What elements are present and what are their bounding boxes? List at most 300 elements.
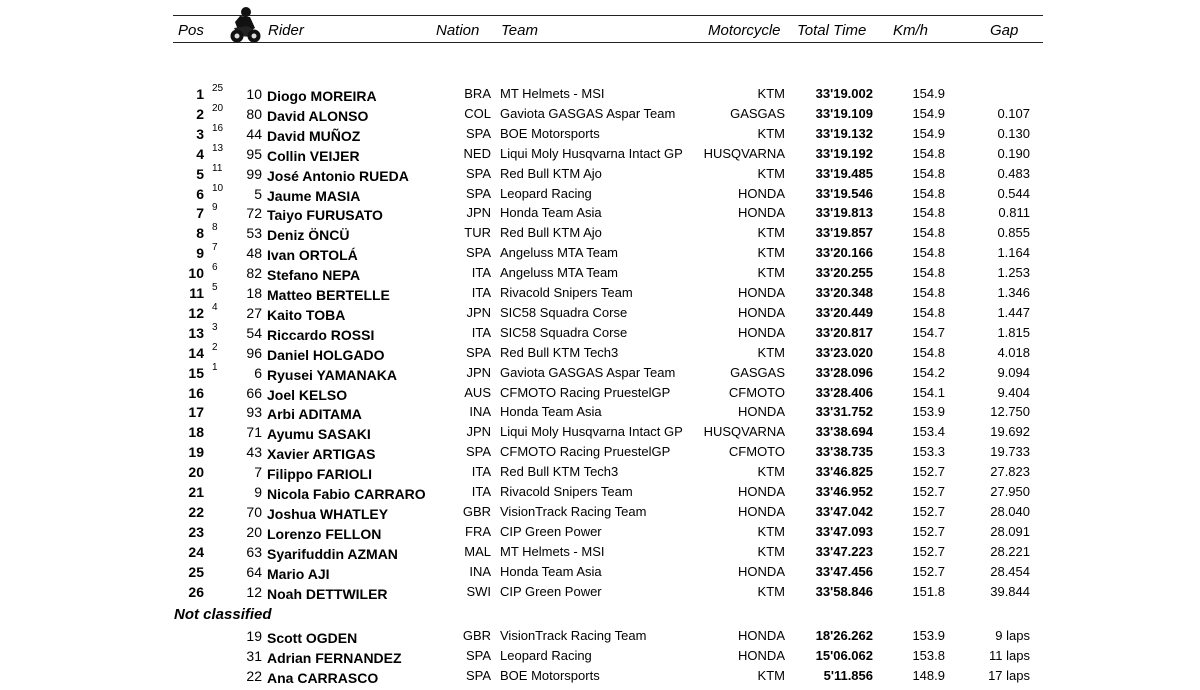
position: 22: [188, 503, 204, 520]
rider-name: Jaume MASIA: [267, 187, 361, 204]
motorcycle: HUSQVARNA: [703, 424, 785, 440]
average-speed: 152.7: [912, 464, 945, 480]
average-speed: 154.9: [912, 105, 945, 121]
nation: SPA: [465, 668, 491, 683]
total-time: 33'38.735: [815, 444, 873, 460]
header-total-time: Total Time: [797, 22, 867, 39]
motorcycle: HONDA: [738, 648, 785, 663]
grid-position: 9: [212, 202, 218, 214]
position: 10: [188, 265, 204, 282]
team-name: BOE Motorsports: [500, 668, 600, 683]
average-speed: 151.8: [912, 583, 945, 599]
motorcycle: HONDA: [738, 484, 785, 499]
nation: SPA: [465, 165, 491, 181]
motorcycle: KTM: [757, 668, 785, 683]
result-row: [0, 582, 1200, 602]
gap: 9.094: [997, 364, 1030, 380]
average-speed: 154.9: [912, 86, 945, 101]
team-name: SIC58 Squadra Corse: [500, 304, 628, 320]
rider-name: Kaito TOBA: [267, 306, 346, 323]
header-top-rule: [173, 15, 1043, 16]
position: 8: [196, 225, 204, 242]
team-name: Red Bull KTM Tech3: [500, 344, 619, 360]
motorcycle: HONDA: [738, 324, 785, 340]
total-time: 33'47.093: [815, 523, 873, 539]
total-time: 33'19.546: [815, 185, 873, 201]
team-name: Angeluss MTA Team: [500, 265, 619, 281]
rider-name: Noah DETTWILER: [267, 585, 388, 602]
team-name: Angeluss MTA Team: [500, 245, 619, 261]
rider-name: Daniel HOLGADO: [267, 346, 385, 363]
result-row: [0, 363, 1200, 383]
total-time: 33'38.694: [815, 424, 873, 440]
average-speed: 148.9: [912, 668, 945, 683]
nation: SPA: [465, 344, 491, 360]
average-speed: 154.1: [912, 384, 945, 400]
header-rider: Rider: [268, 22, 304, 39]
nation: ITA: [471, 484, 491, 499]
total-time: 33'47.042: [815, 503, 873, 519]
nation: GBR: [462, 503, 491, 519]
result-row: [0, 402, 1200, 422]
rider-number: 7: [254, 464, 262, 481]
total-time: 15'06.062: [815, 648, 873, 663]
rider-number: 54: [246, 324, 262, 341]
rider-name: Ivan ORTOLÁ: [267, 247, 358, 264]
result-row: [0, 144, 1200, 164]
position: 26: [188, 583, 204, 600]
gap: 19.692: [990, 424, 1030, 440]
position: 1: [196, 86, 204, 102]
grid-position: 3: [212, 321, 218, 333]
grid-position: 11: [212, 162, 223, 174]
rider-number: 9: [254, 484, 262, 500]
average-speed: 152.7: [912, 563, 945, 579]
rider-name: Arbi ADITAMA: [267, 406, 362, 423]
total-time: 33'46.825: [815, 464, 873, 480]
rider-name: Syarifuddin AZMAN: [267, 545, 398, 562]
nation: SPA: [465, 444, 491, 460]
gap: 1.815: [997, 324, 1030, 340]
nation: SPA: [465, 245, 491, 261]
total-time: 33'46.952: [815, 484, 873, 499]
average-speed: 152.7: [912, 543, 945, 559]
nation: GBR: [462, 628, 491, 643]
rider-name: David MUÑOZ: [267, 127, 361, 144]
average-speed: 154.8: [912, 225, 945, 241]
total-time: 33'20.166: [815, 245, 873, 261]
motorcycle: KTM: [757, 86, 785, 101]
rider-number: 95: [246, 145, 262, 162]
position: 7: [196, 205, 204, 222]
rider-name: Joshua WHATLEY: [267, 505, 389, 522]
team-name: Honda Team Asia: [500, 404, 602, 420]
rider-number: 64: [246, 563, 262, 580]
header-pos: Pos: [178, 22, 204, 39]
nation: FRA: [465, 523, 491, 539]
total-time: 33'28.096: [815, 364, 873, 380]
team-name: Rivacold Snipers Team: [500, 285, 633, 300]
team-name: VisionTrack Racing Team: [500, 628, 647, 643]
header-bottom-rule: [173, 42, 1043, 43]
average-speed: 154.2: [912, 364, 945, 380]
result-row: [0, 462, 1200, 482]
rider-number: 93: [246, 404, 262, 421]
rider-number: 96: [246, 344, 262, 361]
rider-name: Ryusei YAMANAKA: [267, 366, 397, 383]
total-time: 18'26.262: [815, 628, 873, 643]
gap: 1.253: [997, 265, 1030, 281]
motorcycle-rider-icon: [226, 6, 262, 44]
rider-name: Riccardo ROSSI: [267, 326, 375, 343]
rider-number: 44: [246, 125, 262, 142]
grid-position: 6: [212, 262, 218, 274]
nation: AUS: [464, 384, 491, 400]
rider-number: 71: [246, 424, 262, 441]
position: 19: [188, 444, 204, 461]
nation: ITA: [471, 464, 491, 480]
motorcycle: CFMOTO: [728, 444, 785, 460]
gap: 28.221: [990, 543, 1030, 559]
average-speed: 154.9: [912, 125, 945, 141]
result-row: [0, 522, 1200, 542]
average-speed: 154.8: [912, 145, 945, 161]
gap: 4.018: [997, 344, 1030, 360]
result-row: [0, 203, 1200, 223]
gap: 0.130: [997, 125, 1030, 141]
not-classified-label: Not classified: [174, 606, 272, 623]
rider-name: Filippo FARIOLI: [267, 466, 372, 483]
motorcycle: HONDA: [738, 185, 785, 201]
average-speed: 152.7: [912, 523, 945, 539]
rider-number: 66: [246, 384, 262, 401]
rider-name: Scott OGDEN: [267, 630, 358, 646]
team-name: MT Helmets - MSI: [500, 86, 605, 101]
team-name: Gaviota GASGAS Aspar Team: [500, 105, 676, 121]
nation: COL: [464, 105, 491, 121]
total-time: 33'20.348: [815, 285, 873, 300]
team-name: Rivacold Snipers Team: [500, 484, 633, 499]
total-time: 33'19.002: [815, 86, 873, 101]
rider-number: 70: [246, 503, 262, 520]
nation: INA: [469, 563, 491, 579]
team-name: Red Bull KTM Ajo: [500, 225, 602, 241]
gap: 0.811: [998, 205, 1030, 221]
rider-number: 80: [246, 105, 262, 122]
result-row: [0, 542, 1200, 562]
grid-position: 5: [212, 282, 218, 293]
average-speed: 153.9: [912, 628, 945, 643]
total-time: 33'20.255: [815, 265, 873, 281]
average-speed: 154.8: [912, 205, 945, 221]
nation: ITA: [471, 265, 491, 281]
motorcycle: GASGAS: [730, 105, 785, 121]
position: 5: [196, 165, 204, 182]
rider-number: 22: [246, 668, 262, 684]
rider-name: Deniz ÖNCÜ: [267, 227, 350, 244]
total-time: 33'20.449: [815, 304, 873, 320]
average-speed: 153.9: [912, 404, 945, 420]
nation: JPN: [466, 424, 491, 440]
average-speed: 152.7: [912, 484, 945, 499]
motorcycle: KTM: [757, 344, 785, 360]
rider-number: 53: [246, 225, 262, 242]
nation: JPN: [466, 304, 491, 320]
position: 16: [188, 384, 204, 401]
result-row: [0, 243, 1200, 263]
motorcycle: KTM: [757, 464, 785, 480]
header-kmh: Km/h: [893, 22, 929, 39]
team-name: Leopard Racing: [500, 648, 592, 663]
nation: BRA: [464, 86, 491, 101]
rider-number: 63: [246, 543, 262, 560]
nation: SPA: [465, 185, 491, 201]
average-speed: 154.8: [912, 265, 945, 281]
average-speed: 154.8: [912, 304, 945, 320]
motorcycle: HONDA: [738, 205, 785, 221]
motorcycle: HUSQVARNA: [703, 145, 785, 161]
result-row: [0, 343, 1200, 363]
team-name: CFMOTO Racing PruestelGP: [500, 384, 671, 400]
team-name: Red Bull KTM Tech3: [500, 464, 619, 480]
gap: 17 laps: [988, 668, 1030, 683]
header-team: Team: [501, 22, 538, 39]
gap: 9 laps: [995, 628, 1030, 643]
result-row: [0, 502, 1200, 522]
motorcycle: KTM: [757, 523, 785, 539]
rider-number: 99: [246, 165, 262, 182]
rider-name: Ayumu SASAKI: [267, 426, 371, 443]
rider-number: 10: [246, 86, 262, 102]
not-classified-row: [0, 626, 1200, 646]
gap: 1.346: [997, 285, 1030, 300]
gap: 0.483: [997, 165, 1030, 181]
position: 25: [188, 563, 204, 580]
result-row: [0, 303, 1200, 323]
position: 24: [188, 543, 204, 560]
total-time: 5'11.856: [823, 668, 873, 683]
team-name: SIC58 Squadra Corse: [500, 324, 628, 340]
nation: INA: [469, 404, 491, 420]
rider-name: Diogo MOREIRA: [267, 88, 377, 104]
result-row: [0, 184, 1200, 204]
not-classified-row: [0, 666, 1200, 686]
rider-number: 12: [246, 583, 262, 600]
result-row: [0, 562, 1200, 582]
nation: SPA: [465, 648, 491, 663]
rider-name: Matteo BERTELLE: [267, 287, 390, 303]
position: 12: [188, 304, 204, 321]
total-time: 33'20.817: [815, 324, 873, 340]
grid-position: 7: [212, 242, 218, 254]
rider-name: Taiyo FURUSATO: [267, 207, 383, 224]
motorcycle: KTM: [757, 225, 785, 241]
rider-name: Xavier ARTIGAS: [267, 446, 376, 463]
nation: SPA: [465, 125, 491, 141]
total-time: 33'47.456: [815, 563, 873, 579]
position: 4: [196, 145, 204, 162]
rider-number: 27: [246, 304, 262, 321]
result-row: [0, 104, 1200, 124]
team-name: Liqui Moly Husqvarna Intact GP: [500, 145, 683, 161]
total-time: 33'47.223: [815, 543, 873, 559]
gap: 0.544: [997, 185, 1030, 201]
rider-name: Nicola Fabio CARRARO: [267, 486, 426, 502]
rider-number: 19: [246, 628, 262, 644]
team-name: CIP Green Power: [500, 583, 602, 599]
team-name: MT Helmets - MSI: [500, 543, 605, 559]
average-speed: 154.8: [912, 285, 945, 300]
gap: 28.040: [990, 503, 1030, 519]
result-row: [0, 383, 1200, 403]
total-time: 33'19.192: [815, 145, 873, 161]
motorcycle: HONDA: [738, 563, 785, 579]
result-row: [0, 422, 1200, 442]
total-time: 33'31.752: [815, 404, 873, 420]
rider-number: 20: [246, 523, 262, 540]
total-time: 33'19.485: [815, 165, 873, 181]
rider-name: David ALONSO: [267, 107, 369, 124]
result-row: [0, 124, 1200, 144]
average-speed: 153.4: [912, 424, 945, 440]
motorcycle: HONDA: [738, 404, 785, 420]
gap: 9.404: [997, 384, 1030, 400]
total-time: 33'19.109: [815, 105, 873, 121]
grid-position: 20: [212, 102, 224, 114]
rider-number: 82: [246, 265, 262, 282]
nation: SWI: [466, 583, 491, 599]
position: 15: [188, 364, 204, 381]
team-name: Gaviota GASGAS Aspar Team: [500, 364, 676, 380]
gap: 27.950: [990, 484, 1030, 499]
position: 21: [188, 484, 204, 500]
average-speed: 154.7: [912, 324, 945, 340]
rider-number: 18: [246, 285, 262, 301]
position: 11: [189, 285, 204, 301]
rider-name: José Antonio RUEDA: [267, 167, 409, 184]
position: 6: [196, 185, 204, 202]
grid-position: 4: [212, 301, 218, 313]
header-nation: Nation: [436, 22, 480, 39]
team-name: Honda Team Asia: [500, 563, 602, 579]
motorcycle: HONDA: [738, 503, 785, 519]
position: 9: [196, 245, 204, 262]
motorcycle: HONDA: [738, 304, 785, 320]
grid-position: 8: [212, 222, 218, 234]
nation: NED: [463, 145, 491, 161]
result-row: [0, 223, 1200, 243]
motorcycle: HONDA: [738, 285, 785, 300]
total-time: 33'58.846: [815, 583, 873, 599]
total-time: 33'19.132: [815, 125, 873, 141]
nation: MAL: [464, 543, 491, 559]
total-time: 33'23.020: [815, 344, 873, 360]
motorcycle: KTM: [757, 125, 785, 141]
result-row: [0, 442, 1200, 462]
nation: ITA: [471, 285, 491, 300]
grid-position: 25: [212, 83, 224, 94]
not-classified-row: [0, 646, 1200, 666]
header-motorcycle: Motorcycle: [708, 22, 781, 39]
gap: 0.190: [997, 145, 1030, 161]
motorcycle: KTM: [757, 265, 785, 281]
gap: 28.091: [990, 523, 1030, 539]
gap: 11 laps: [989, 648, 1030, 663]
rider-name: Joel KELSO: [267, 386, 348, 403]
gap: 1.447: [997, 304, 1030, 320]
motorcycle: KTM: [757, 583, 785, 599]
total-time: 33'19.813: [815, 205, 873, 221]
position: 20: [188, 464, 204, 481]
total-time: 33'28.406: [815, 384, 873, 400]
gap: 19.733: [990, 444, 1030, 460]
rider-name: Collin VEIJER: [267, 147, 360, 164]
gap: 0.107: [997, 105, 1030, 121]
rider-name: Mario AJI: [267, 565, 330, 582]
rider-name: Lorenzo FELLON: [267, 525, 382, 542]
team-name: Red Bull KTM Ajo: [500, 165, 602, 181]
team-name: VisionTrack Racing Team: [500, 503, 647, 519]
result-row: [0, 263, 1200, 283]
motorcycle: KTM: [757, 245, 785, 261]
average-speed: 153.8: [912, 648, 945, 663]
average-speed: 154.8: [912, 165, 945, 181]
grid-position: 2: [212, 341, 218, 353]
gap: 0.855: [997, 225, 1030, 241]
header-gap: Gap: [990, 22, 1019, 39]
motorcycle: KTM: [757, 165, 785, 181]
team-name: Honda Team Asia: [500, 205, 602, 221]
nation: JPN: [466, 364, 491, 380]
grid-position: 1: [212, 361, 218, 373]
position: 2: [196, 105, 204, 122]
position: 18: [188, 424, 204, 441]
motorcycle: HONDA: [738, 628, 785, 643]
rider-number: 5: [254, 185, 262, 202]
average-speed: 153.3: [912, 444, 945, 460]
team-name: CFMOTO Racing PruestelGP: [500, 444, 671, 460]
nation: TUR: [464, 225, 491, 241]
gap: 12.750: [990, 404, 1030, 420]
result-row: [0, 323, 1200, 343]
rider-number: 72: [246, 205, 262, 222]
motorcycle: CFMOTO: [728, 384, 785, 400]
total-time: 33'19.857: [815, 225, 873, 241]
nation: ITA: [471, 324, 491, 340]
result-row: [0, 283, 1200, 303]
gap: 1.164: [997, 245, 1030, 261]
gap: 27.823: [990, 464, 1030, 480]
average-speed: 154.8: [912, 245, 945, 261]
gap: 39.844: [990, 583, 1030, 599]
average-speed: 154.8: [912, 344, 945, 360]
grid-position: 16: [212, 122, 224, 134]
team-name: BOE Motorsports: [500, 125, 600, 141]
team-name: Liqui Moly Husqvarna Intact GP: [500, 424, 683, 440]
rider-name: Ana CARRASCO: [267, 670, 379, 686]
rider-number: 6: [254, 364, 262, 381]
rider-name: Stefano NEPA: [267, 267, 361, 284]
grid-position: 13: [212, 142, 224, 154]
rider-number: 31: [246, 648, 262, 664]
rider-name: Adrian FERNANDEZ: [267, 650, 402, 666]
position: 14: [188, 344, 204, 361]
position: 3: [196, 125, 204, 142]
team-name: Leopard Racing: [500, 185, 592, 201]
position: 13: [188, 324, 204, 341]
average-speed: 152.7: [912, 503, 945, 519]
result-row: [0, 482, 1200, 502]
